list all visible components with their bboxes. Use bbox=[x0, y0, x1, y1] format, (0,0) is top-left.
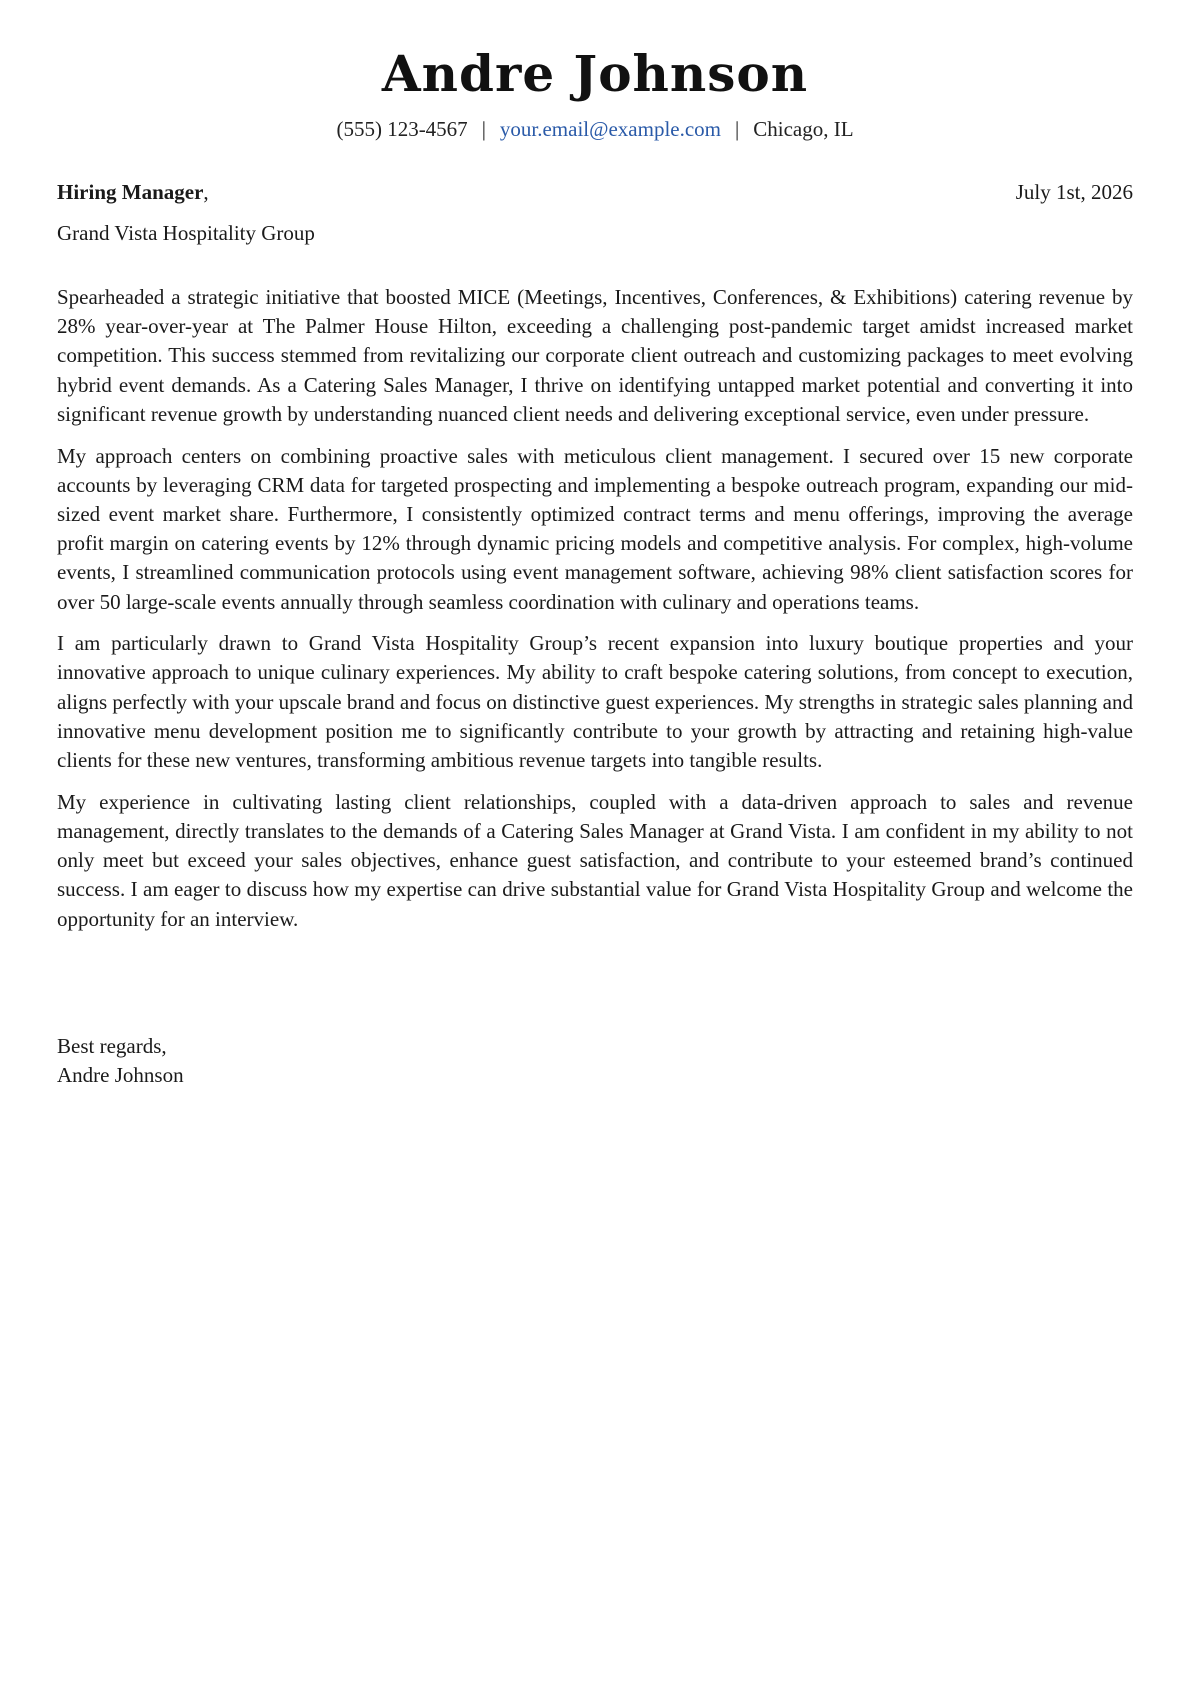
contact-separator: | bbox=[481, 117, 486, 141]
recipient-company: Grand Vista Hospitality Group bbox=[57, 221, 315, 245]
body-paragraph: Spearheaded a strategic initiative that boosted MICE (Meetings, Incentives, Conferences, & Exhibitions) catering revenue by 28% year-over-year at The Palmer House Hilton, exceeding a challenging post-pandemic target amidst increased market competition. This success stemmed from revitalizing our corporate client outreach and customizing packages to meet evolving hybrid event demands. As a Catering Sales Manager, I thrive on identifying untapped market potential and converting it into significant revenue growth by understanding nuanced client needs and delivering exceptional service, even under pressure. bbox=[57, 285, 1133, 426]
recipient-row bbox=[57, 179, 1133, 205]
letter-body bbox=[57, 283, 1133, 946]
body-paragraph: My approach centers on combining proactive sales with meticulous client management. I secured over 15 new corporate accounts by leveraging CRM data for targeted prospecting and implementing a bespoke outreach program, expanding our mid-sized event market share. Furthermore, I consistently optimized contract terms and menu offerings, improving the average profit margin on catering events by 12% through dynamic pricing models and competitive analysis. For complex, high-volume events, I streamlined communication protocols using event management software, achieving 98% client satisfaction scores for over 50 large-scale events annually through seamless coordination with culinary and operations teams. bbox=[57, 443, 1133, 614]
signature-name: Andre Johnson bbox=[57, 1063, 184, 1087]
location: Chicago, IL bbox=[753, 117, 854, 141]
letter-closing bbox=[57, 1032, 184, 1090]
letter-date: July 1st, 2026 bbox=[1015, 180, 1133, 204]
applicant-name: Andre Johnson bbox=[381, 44, 809, 103]
body-paragraph: My experience in cultivating lasting client relationships, coupled with a data-driven approach to sales and revenue management, directly translates to the demands of a Catering Sales Manager at Grand Vista. I am confident in my ability to not only meet but exceed your sales objectives, enhance guest satisfaction, and contribute to your esteemed brand’s continued success. I am eager to discuss how my expertise can drive substantial value for Grand Vista Hospitality Group and welcome the opportunity for an interview. bbox=[57, 789, 1133, 931]
contact-line bbox=[57, 116, 1133, 142]
recipient-title: Hiring Manager, bbox=[57, 180, 209, 204]
contact-separator: | bbox=[735, 117, 740, 141]
closing-salutation: Best regards, bbox=[57, 1034, 167, 1058]
body-paragraph: I am particularly drawn to Grand Vista Hospitality Group’s recent expansion into luxury boutique properties and your innovative approach to unique culinary experiences. My ability to craft bespoke catering solutions, from concept to execution, aligns perfectly with your upscale brand and focus on distinctive guest experiences. My strengths in strategic sales planning and innovative menu development position me to significantly contribute to your growth by attracting and retaining high-value clients for these new ventures, transforming ambitious revenue targets into tangible results. bbox=[57, 631, 1133, 773]
email-link[interactable]: your.email@example.com bbox=[499, 117, 722, 141]
phone-number: (555) 123-4567 bbox=[336, 117, 468, 141]
